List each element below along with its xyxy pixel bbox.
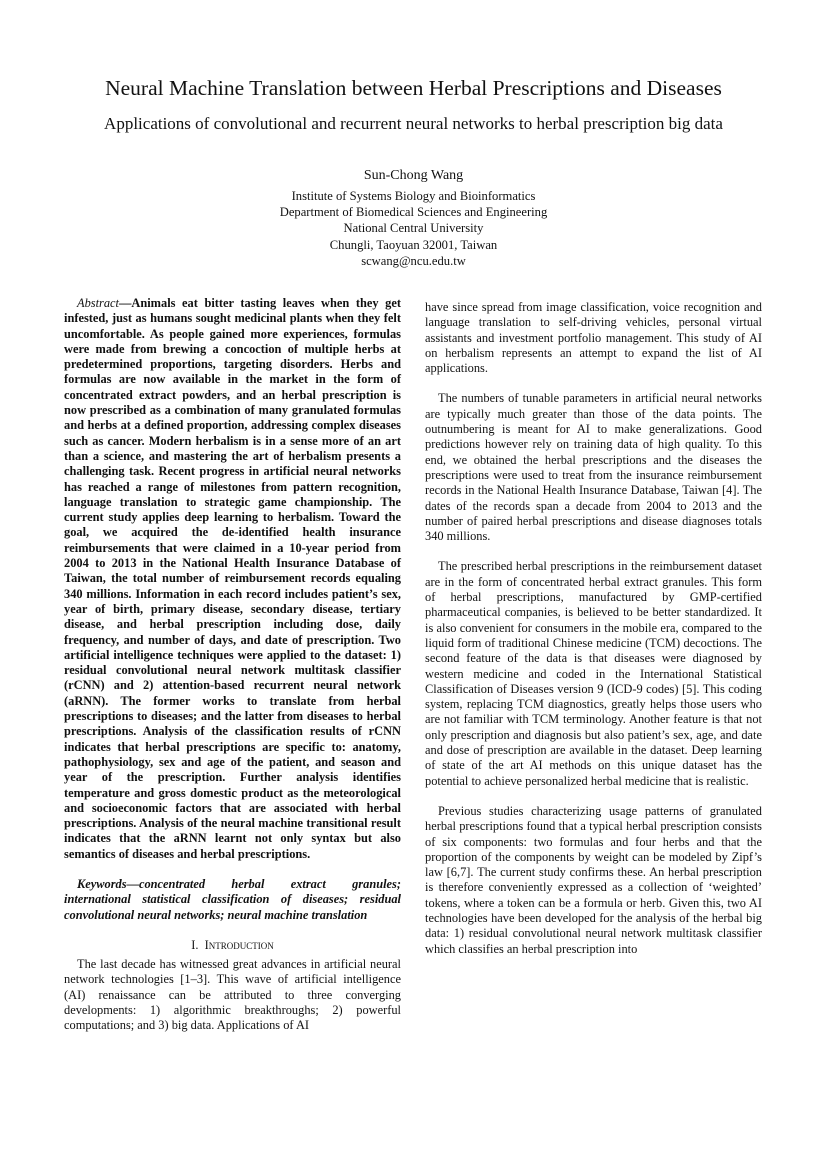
right-column	[425, 300, 762, 972]
paper-title: Neural Machine Translation between Herbal Prescriptions and Diseases	[105, 76, 722, 100]
keywords	[64, 877, 401, 923]
paragraph: The prescribed herbal prescriptions in the reimbursement dataset are in the form of concentrated herbal extract granules. This form of herbal prescriptions, manufactured by GMP-certified pharmaceutical companies, is believed to be better standardized. It is also convenient for consumers in the mobile era, compared to the liquid form of traditional Chinese medicine (TCM) decoctions. The second feature of the data is that diseases were diagnosed by western medicine and coded in the International Statistical Classification of Diseases version 9 (ICD-9 codes) [5]. This coding system, replacing TCM diagnostics, greatly helps those users who are not familiar with TCM terminology. Another feature is that not only prescription and diagnosis but also patient’s sex, age, and date and dose of prescription are available in the dataset. Deep learning of state of the art AI methods on this unique dataset has the potential to achieve personalized herbal medicine that is realistic.	[425, 559, 762, 788]
paragraph: The last decade has witnessed great advances in artificial neural network technologies [1–3]. This wave of artificial intelligence (AI) renaissance can be attributed to three converging developments: 1) algorithmic breakthroughs; 2) powerful computations; and 3) big data. Applications of AI	[64, 957, 401, 1033]
affiliation-institute: Institute of Systems Biology and Bioinformatics	[291, 189, 536, 203]
abstract	[64, 296, 401, 862]
affiliation	[0, 188, 827, 269]
author-name: Sun-Chong Wang	[363, 168, 464, 183]
section-title: Introduction	[204, 937, 274, 952]
author-email: scwang@ncu.edu.tw	[361, 253, 466, 268]
affiliation-university: National Central University	[343, 221, 484, 236]
section-heading	[64, 938, 401, 953]
affiliation-department: Department of Biomedical Sciences and Engineering	[279, 205, 548, 220]
abstract-text: —Animals eat bitter tasting leaves when they get infested, just as humans sought medicinal plants when they felt uncomfortable. As people gained more experiences, formulas were made from brewing a concoction of multiple herbs at predetermined proportions, targeting disorders. Herbs and formulas are now available in the market in the form of concentrated extract powders, and an herbal prescription is now prescribed as a combination of many granulated formulas and herbs at a defined proportion, addressing complex diseases such as cancer. Modern herbalism is in a sense more of an art than a science, and mastering the art of herbalism presents a challenging task. Recent progress in artificial neural networks has reached a range of milestones from pattern recognition, language translation to strategic game championship. The current study applies deep learning to herbalism. Toward the goal, we acquired the de-identified health insurance reimbursements that were claimed in a 10-year period from 2004 to 2013 in the National Health Insurance Database of Taiwan, the total number of reimbursement records equaling 340 millions. Information in each record includes patient’s sex, year of birth, primary disease, secondary disease, tertiary disease, and herbal prescription including dose, daily frequency, and number of days, and date of prescription. Two artificial intelligence techniques were applied to the dataset: 1) residual convolutional neural network multitask classifier (rCNN) and 2) attention-based recurrent neural network (aRNN). The former works to translate from herbal prescriptions to diseases; and the latter from diseases to herbal prescriptions. Analysis of the classification results of rCNN indicates that herbal prescriptions are specific to: anatomy, pathophysiology, sex and age of the patient, and season and year of the prescription. Further analysis identifies temperature and gross domestic product as the meteorological and socioeconomic factors that are associated with herbal prescriptions. Analysis of the neural machine transitional result indicates that the aRNN learnt not only syntax but also semantics of diseases and herbal prescriptions.	[64, 296, 401, 861]
keywords-text: —concentrated herbal extract granules; international statistical classification of diseases; residual convolutional neural networks; neural machine translation	[64, 876, 401, 922]
abstract-label: Abstract	[77, 296, 119, 310]
paragraph: have since spread from image classification, voice recognition and language translation to self-driving vehicles, personal virtual assistants and investment portfolio management. This study of AI on herbalism represents an attempt to expand the list of AI applications.	[425, 300, 762, 376]
keywords-label: Keywords	[77, 876, 127, 891]
paragraph: Previous studies characterizing usage patterns of granulated herbal prescriptions found that a typical herbal prescription consists of six components: two formulas and four herbs and that the proportion of the components by weight can be modeled by Zipf’s law [6,7]. The current study confirms these. An herbal prescription is therefore conveniently expressed as a collection of ‘weighted’ tokens, where a token can be a formula or herb. Given this, two AI technologies have been developed for the analysis of the herbal big data: 1) residual convolutional neural network multitask classifier which classifies an herbal prescription into	[425, 803, 762, 956]
paragraph: The numbers of tunable parameters in artificial neural networks are typically much greater than those of the data points. The outnumbering is meant for AI to make generalizations. Good predictions however rely on training data of high quality. To this end, we obtained the herbal prescriptions and the diseases the prescriptions were used to treat from the insurance reimbursement records in the National Health Insurance Database, Taiwan [4]. The dates of the records span a decade from 2004 to 2013 and the number of paired herbal prescriptions and disease diagnoses totals 340 millions.	[425, 391, 762, 544]
section-number: I.	[191, 937, 199, 952]
affiliation-address: Chungli, Taoyuan 32001, Taiwan	[329, 237, 498, 252]
paper-subtitle: Applications of convolutional and recurrent neural networks to herbal prescription big data	[104, 114, 723, 133]
left-column	[64, 296, 401, 1049]
